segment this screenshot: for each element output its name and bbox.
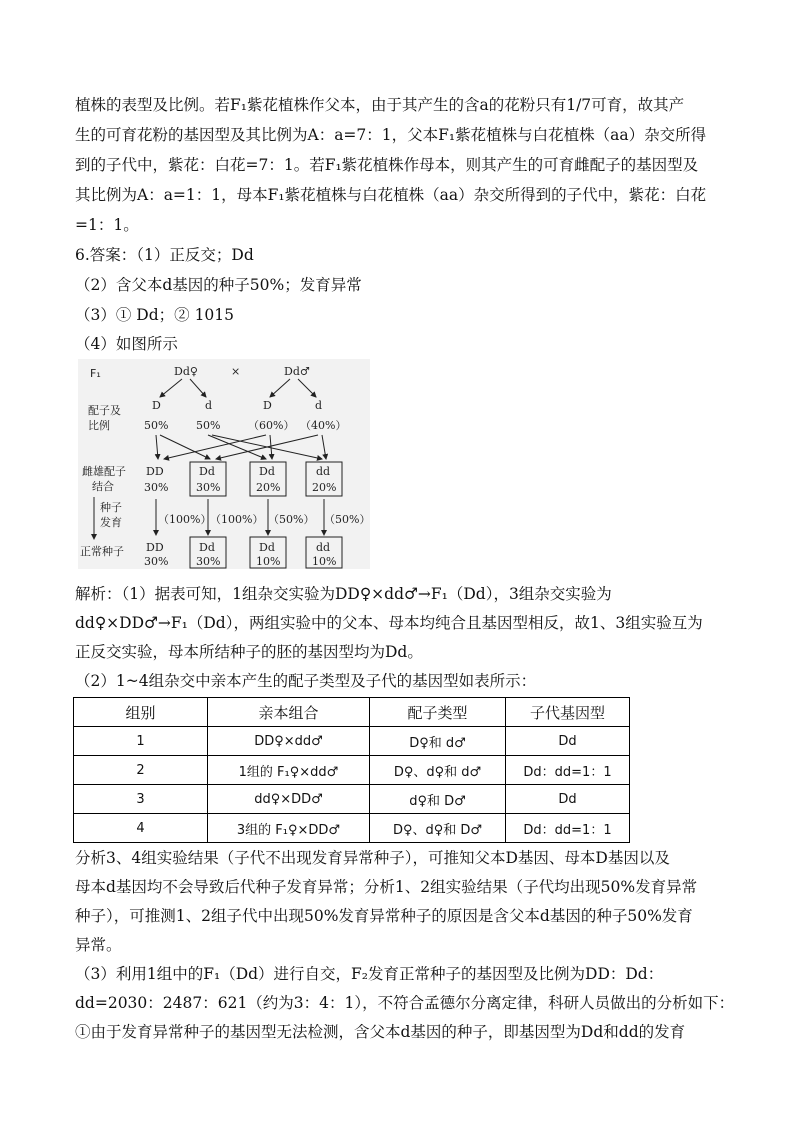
zygote-genotype: Dd <box>199 465 215 478</box>
analysis-line: 异常。 <box>75 936 122 954</box>
table-cell: Dd：dd=1：1 <box>506 756 630 785</box>
zygote-ratio: 30% <box>144 481 169 494</box>
label-f1: F₁ <box>90 367 101 380</box>
table-row <box>74 756 630 785</box>
table-row <box>74 814 630 843</box>
table-cell: 1组的 F₁♀×dd♂ <box>208 756 370 785</box>
table-row <box>74 785 630 814</box>
table-header: 亲本组合 <box>208 698 370 727</box>
zygote-ratio: 30% <box>196 481 221 494</box>
table-cell: 2 <box>74 756 208 785</box>
gamete-allele: d <box>205 399 213 412</box>
label-develop-1: 种子 <box>100 501 122 514</box>
analysis-line: （2）1~4组杂交中亲本产生的配子类型及子代的基因型如表所示： <box>75 672 537 690</box>
seed-genotype: DD <box>146 541 164 554</box>
analysis-line: 母本d基因均不会导致后代种子发育异常；分析1、2组实验结果（子代均出现50%发育异常 <box>75 878 698 896</box>
seed-ratio: 10% <box>256 555 281 568</box>
answer-2: （2）含父本d基因的种子50%；发育异常 <box>75 276 362 294</box>
analysis-line: 种子），可推测1、2组子代中出现50%发育异常种子的原因是含父本d基因的种子50%发育 <box>75 907 693 925</box>
text-line: =1：1。 <box>75 216 139 234</box>
table-cell: 4 <box>74 814 208 843</box>
label-fusion-2: 结合 <box>92 480 114 493</box>
label-gamete-1: 配子及 <box>88 404 121 417</box>
seed-genotype: Dd <box>259 541 275 554</box>
analysis-line: dd=2030：2487：621（约为3：4：1），不符合孟德尔分离定律，科研人员做出的分析如下： <box>75 994 735 1012</box>
cross-sign: × <box>231 365 241 378</box>
analysis-line: 分析3、4组实验结果（子代不出现发育异常种子），可推知父本D基因、母本D基因以及 <box>75 849 670 867</box>
seed-ratio: 30% <box>196 555 221 568</box>
gamete-ratio: （60%） <box>248 419 295 432</box>
label-develop-2: 发育 <box>100 516 122 529</box>
seed-ratio: 10% <box>312 555 337 568</box>
label-gamete-2: 比例 <box>88 419 110 432</box>
zygote-genotype: Dd <box>259 465 275 478</box>
table-header: 子代基因型 <box>506 698 630 727</box>
seed-ratio: 30% <box>144 555 169 568</box>
label-normal-seed: 正常种子 <box>80 545 124 558</box>
table-cell: 3 <box>74 785 208 814</box>
zygote-genotype: DD <box>146 465 164 478</box>
text-line: 生的可育花粉的基因型及其比例为A：a=7：1，父本F₁紫花植株与白花植株（aa）杂交所得 <box>75 126 707 144</box>
table-row <box>74 727 630 756</box>
zygote-genotype: dd <box>316 465 331 478</box>
gamete-allele: d <box>315 399 323 412</box>
gamete-ratio: 50% <box>196 419 221 432</box>
table-cell: DD♀×dd♂ <box>208 727 370 756</box>
gamete-ratio: 50% <box>144 419 169 432</box>
table-header-row <box>74 698 630 727</box>
cross-diagram <box>78 359 370 569</box>
table-cell: Dd：dd=1：1 <box>506 814 630 843</box>
zygote-ratio: 20% <box>312 481 337 494</box>
analysis-line: 解析：（1）据表可知，1组杂交实验为DD♀×dd♂→F₁（Dd），3组杂交实验为 <box>75 585 612 603</box>
survival-rate: （100%） <box>210 513 264 526</box>
gamete-allele: D <box>263 399 272 412</box>
survival-rate: （50%） <box>324 513 370 526</box>
zygote-ratio: 20% <box>256 481 281 494</box>
analysis-line: （3）利用1组中的F₁（Dd）进行自交，F₂发育正常种子的基因型及比例为DD：Dd： <box>75 965 664 983</box>
survival-rate: （100%） <box>158 513 212 526</box>
table-cell: Dd <box>506 785 630 814</box>
table-cell: 1 <box>74 727 208 756</box>
text-line: 到的子代中，紫花：白花=7：1。若F₁紫花植株作母本，则其产生的可育雌配子的基因型及 <box>75 156 699 174</box>
analysis-line: 正反交实验，母本所结种子的胚的基因型均为Dd。 <box>75 643 423 661</box>
label-fusion-1: 雌雄配子 <box>82 465 126 478</box>
male-parent: Dd♂ <box>284 365 310 378</box>
analysis-line: ①由于发育异常种子的基因型无法检测，含父本d基因的种子，即基因型为Dd和dd的发育 <box>75 1023 686 1041</box>
text-line: 其比例为A：a=1：1，母本F₁紫花植株与白花植株（aa）杂交所得到的子代中，紫花：白花 <box>75 186 707 204</box>
survival-rate: （50%） <box>268 513 315 526</box>
table-cell: D♀和 d♂ <box>370 727 506 756</box>
table-cell: Dd <box>506 727 630 756</box>
female-parent: Dd♀ <box>174 365 198 378</box>
table-cell: D♀、d♀和 d♂ <box>370 756 506 785</box>
answer-3: （3）① Dd；② 1015 <box>75 306 235 324</box>
seed-genotype: Dd <box>199 541 215 554</box>
gamete-ratio: （40%） <box>300 419 347 432</box>
text-line: 植株的表型及比例。若F₁紫花植株作父本，由于其产生的含a的花粉只有1/7可育，故其产 <box>75 96 685 114</box>
table-cell: 3组的 F₁♀×DD♂ <box>208 814 370 843</box>
cross-table <box>73 697 630 843</box>
answer-heading: 6.答案：（1）正反交；Dd <box>75 246 254 264</box>
analysis-line: dd♀×DD♂→F₁（Dd），两组实验中的父本、母本均纯合且基因型相反，故1、3组实验互为 <box>75 614 703 632</box>
table-header: 配子类型 <box>370 698 506 727</box>
seed-genotype: dd <box>316 541 331 554</box>
gamete-allele: D <box>152 399 161 412</box>
table-cell: D♀、d♀和 D♂ <box>370 814 506 843</box>
table-header: 组别 <box>74 698 208 727</box>
table-cell: d♀和 D♂ <box>370 785 506 814</box>
answer-4: （4）如图所示 <box>75 335 178 353</box>
table-cell: dd♀×DD♂ <box>208 785 370 814</box>
